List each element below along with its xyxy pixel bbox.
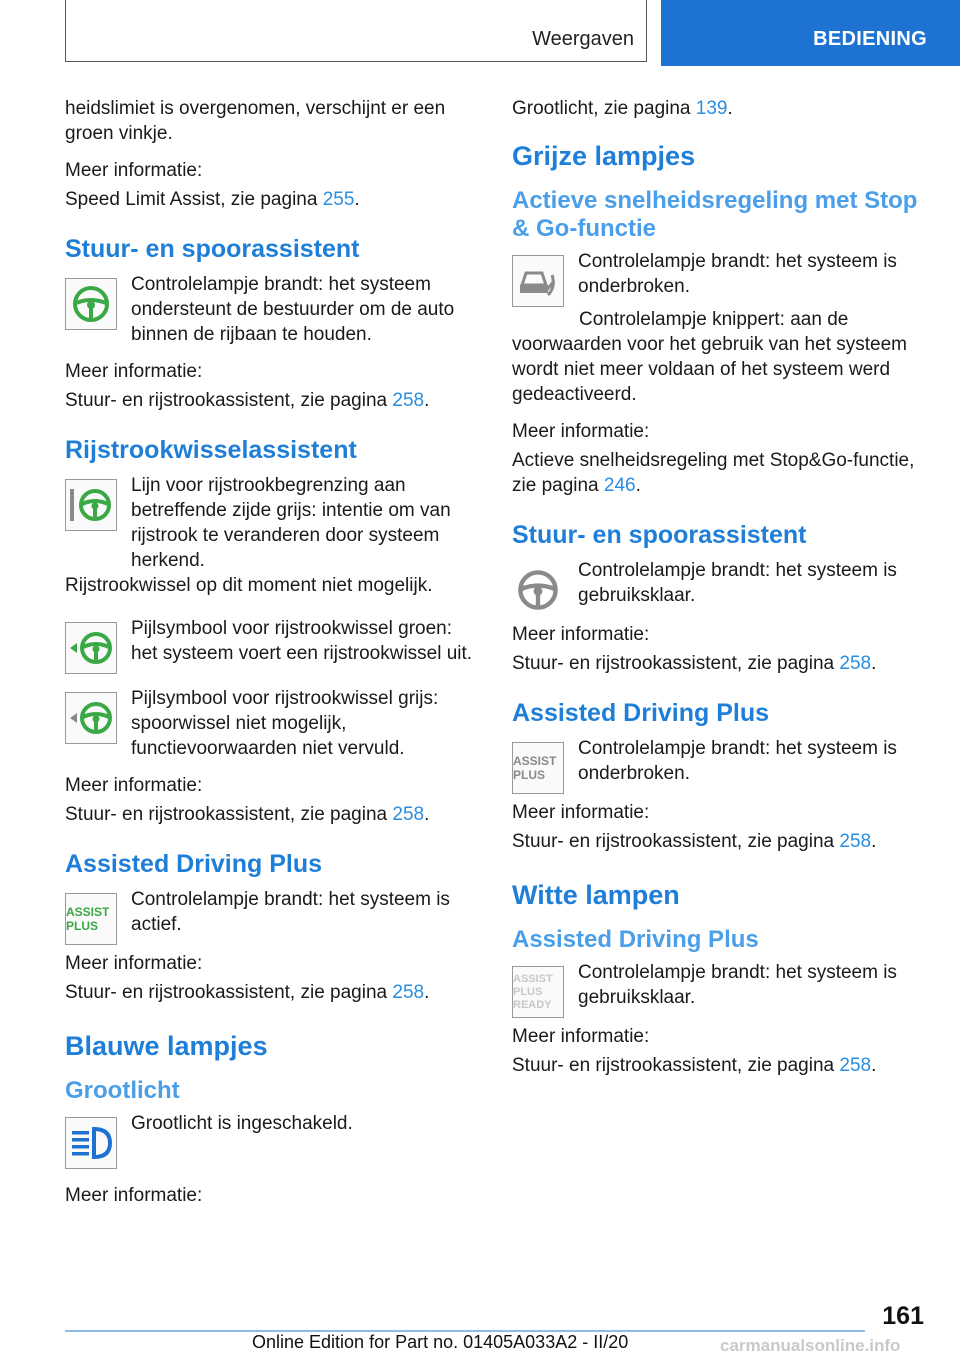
page-number: 161 (882, 1302, 924, 1330)
edition-text: Online Edition for Part no. 01405A033A2 - II/20 (252, 1332, 629, 1352)
more-info-label: Meer informatie: (65, 160, 203, 181)
heading-adp: Assisted Driving Plus (65, 850, 323, 878)
more-info-label: Meer informatie: (512, 802, 650, 823)
page-header (0, 0, 960, 66)
reference: Stuur- en rijstrookassistent, zie pagina 258. (512, 831, 877, 852)
indicator-adp2 (512, 960, 928, 1018)
reference: Stuur- en rijstrookassistent, zie pagina 258. (65, 804, 430, 825)
more-info-label: Meer informatie: (512, 624, 650, 645)
more-info-label: Meer informatie: (65, 1185, 203, 1206)
heading-blauw: Blauwe lampjes (65, 1031, 268, 1061)
chapter-tab[interactable] (661, 0, 960, 66)
reference: Stuur- en rijstrookassistent, zie pagina 258. (512, 1055, 877, 1076)
page-link[interactable]: 258 (392, 390, 425, 411)
reference: Stuur- en rijstrookassistent, zie pagina 258. (512, 653, 877, 674)
intro-text: heidslimiet is overgenomen, verschijnt er een groen vinkje. (65, 98, 446, 144)
indicator-text: Pijlsymbool voor rijstrookwissel grijs: spoorwissel niet mogelijk, functievoorwaarden niet vervuld. (131, 688, 439, 759)
left-column (65, 96, 481, 1220)
reference: Grootlicht, zie pagina 139. (512, 98, 733, 119)
indicator-grootlicht (65, 1111, 481, 1169)
indicator-text: Controlelampje brandt: het systeem is gebruiksklaar. (578, 560, 897, 606)
indicator-pijl-groen (65, 616, 481, 674)
indicator-pijl-grijs (65, 686, 481, 767)
reference: Speed Limit Assist, zie pagina 255. (65, 189, 360, 210)
reference: Actieve snelheidsregeling met Stop&Go-functie, zie pagina 246. (512, 450, 915, 496)
indicator-adp (512, 736, 928, 794)
indicator-stuur (65, 272, 481, 353)
heading-acc: Actieve snelheidsregeling met Stop & Go-functie (512, 187, 918, 242)
heading-wit: Witte lampen (512, 880, 680, 910)
indicator-rijstrook (65, 473, 481, 573)
more-info-label: Meer informatie: (65, 361, 203, 382)
steering-wheel-grey-icon (512, 564, 564, 616)
more-info-label: Meer informatie: (65, 953, 203, 974)
more-info-label: Meer informatie: (65, 775, 203, 796)
indicator-text: Controlelampje brandt: het systeem is gebruiksklaar. (578, 962, 897, 1008)
page-link[interactable]: 258 (839, 1055, 872, 1076)
steering-wheel-green-icon (65, 278, 117, 330)
indicator-text: Pijlsymbool voor rijstrookwissel groen: het systeem voert een rijstrookwissel uit. (131, 618, 473, 664)
indicator-text: Controlelampje brandt: het systeem is actief. (131, 889, 450, 935)
heading-grootlicht: Grootlicht (65, 1077, 180, 1104)
heading-stuur: Stuur- en spoorassistent (512, 521, 807, 549)
assist-plus-grey-icon: ASSIST PLUS (512, 742, 564, 794)
page-link[interactable]: 139 (695, 98, 728, 119)
indicator-text: Lijn voor rijstrookbegrenzing aan betreffende zijde grijs: intentie om van rijstrook te veranderen door systeem herkend. (131, 475, 451, 571)
heading-adp2: Assisted Driving Plus (512, 926, 759, 953)
chapter-label: BEDIENING (813, 28, 927, 50)
lane-change-grey-arrow-icon (65, 692, 117, 744)
assist-plus-green-icon: ASSIST PLUS (65, 893, 117, 945)
indicator-text: Controlelampje brandt: het systeem ondersteunt de bestuurder om de auto binnen de rijbaan te houden. (131, 274, 455, 345)
heading-grijs: Grijze lampjes (512, 141, 696, 171)
lane-change-grey-line-icon (65, 479, 117, 531)
page-link[interactable]: 258 (392, 804, 425, 825)
more-info-label: Meer informatie: (512, 1026, 650, 1047)
watermark: carmanualsonline.info (720, 1336, 901, 1355)
indicator-text: Grootlicht is ingeschakeld. (131, 1113, 353, 1134)
indicator-text: Controlelampje brandt: het systeem is onderbroken. (578, 251, 897, 297)
page-link[interactable]: 258 (839, 653, 872, 674)
reference: Stuur- en rijstrookassistent, zie pagina 258. (65, 390, 430, 411)
heading-rijstrook: Rijstrookwisselassistent (65, 436, 357, 464)
section-tab (65, 0, 647, 62)
indicator-text-cont: Controlelampje knippert: aan de voorwaarden voor het gebruik van het systeem wordt niet meer voldaan of het systeem werd gedeactiveerd. (512, 309, 907, 405)
indicator-stuur (512, 558, 928, 616)
more-info-label: Meer informatie: (512, 421, 650, 442)
heading-stuur: Stuur- en spoorassistent (65, 235, 360, 263)
page-link[interactable]: 246 (603, 475, 636, 496)
right-column (512, 96, 928, 1090)
indicator-acc (512, 249, 928, 307)
section-label: Weergaven (532, 28, 634, 50)
cruise-control-grey-icon (512, 255, 564, 307)
reference: Stuur- en rijstrookassistent, zie pagina 258. (65, 982, 430, 1003)
high-beam-blue-icon (65, 1117, 117, 1169)
page-link[interactable]: 258 (392, 982, 425, 1003)
indicator-adp (65, 887, 481, 945)
page-link[interactable]: 255 (322, 189, 355, 210)
indicator-text-cont: Rijstrookwissel op dit moment niet mogelijk. (65, 575, 433, 596)
page-link[interactable]: 258 (839, 831, 872, 852)
lane-change-green-arrow-icon (65, 622, 117, 674)
heading-adp: Assisted Driving Plus (512, 699, 770, 727)
assist-plus-ready-white-icon: ASSIST PLUS READY (512, 966, 564, 1018)
indicator-text: Controlelampje brandt: het systeem is onderbroken. (578, 738, 897, 784)
